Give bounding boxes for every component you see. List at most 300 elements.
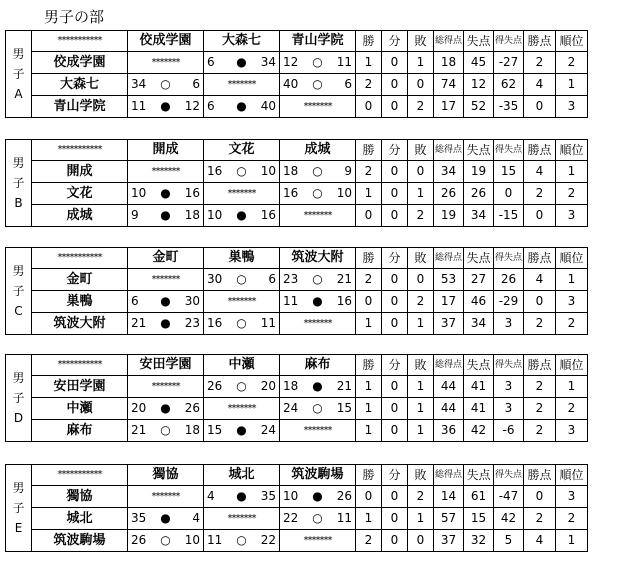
score-own: 6 xyxy=(207,55,215,69)
column-team-header: 開成 xyxy=(128,140,204,161)
win-mark-icon: ○ xyxy=(236,379,247,393)
point-difference-value: -47 xyxy=(494,486,524,508)
score-opponent: 35 xyxy=(260,489,276,503)
score-own: 18 xyxy=(283,164,299,178)
points-against-value: 46 xyxy=(464,291,494,313)
score-opponent: 34 xyxy=(260,55,276,69)
wins-header: 勝 xyxy=(356,31,382,52)
match-score-cell xyxy=(280,269,356,291)
column-team-header: 中瀬 xyxy=(204,355,280,376)
wins-value: 1 xyxy=(356,183,382,205)
rank-value: 2 xyxy=(556,398,588,420)
score-opponent: 22 xyxy=(260,533,276,547)
match-score-cell xyxy=(280,376,356,398)
points-against-value: 27 xyxy=(464,269,494,291)
row-team-name: 大森七 xyxy=(32,74,128,96)
match-score-cell xyxy=(128,398,204,420)
losses-value: 1 xyxy=(408,398,434,420)
standing-points-value: 0 xyxy=(524,205,556,227)
points-against-value: 41 xyxy=(464,376,494,398)
loss-mark-icon: ● xyxy=(160,99,171,113)
match-score-cell xyxy=(280,291,356,313)
wins-value: 2 xyxy=(356,74,382,96)
win-mark-icon: ○ xyxy=(160,533,171,547)
table-row xyxy=(6,530,588,552)
row-team-name: 筑波大附 xyxy=(32,313,128,335)
wins-header: 勝 xyxy=(356,465,382,486)
score-opponent: 16 xyxy=(184,186,200,200)
win-mark-icon: ○ xyxy=(236,272,247,286)
losses-value: 1 xyxy=(408,420,434,442)
self-match-cell: ******* xyxy=(128,52,204,74)
score-own: 10 xyxy=(283,489,299,503)
points-for-value: 26 xyxy=(434,183,464,205)
points-for-value: 44 xyxy=(434,376,464,398)
points-against-value: 19 xyxy=(464,161,494,183)
draws-header: 分 xyxy=(382,465,408,486)
loss-mark-icon: ● xyxy=(312,489,323,503)
points-for-header: 総得点 xyxy=(434,465,464,486)
row-team-name: 獨協 xyxy=(32,486,128,508)
self-match-cell: ******* xyxy=(280,313,356,335)
points-for-value: 37 xyxy=(434,530,464,552)
standing-points-value: 2 xyxy=(524,420,556,442)
win-mark-icon: ○ xyxy=(312,272,323,286)
header-row xyxy=(6,248,588,269)
win-mark-icon: ○ xyxy=(160,423,171,437)
column-team-header: 安田学園 xyxy=(128,355,204,376)
win-mark-icon: ○ xyxy=(160,77,171,91)
self-match-cell: ******* xyxy=(128,486,204,508)
score-own: 22 xyxy=(283,511,299,525)
score-own: 21 xyxy=(131,423,147,437)
wins-value: 1 xyxy=(356,376,382,398)
losses-header: 敗 xyxy=(408,355,434,376)
wins-value: 0 xyxy=(356,205,382,227)
rank-value: 1 xyxy=(556,161,588,183)
win-mark-icon: ○ xyxy=(236,164,247,178)
loss-mark-icon: ● xyxy=(236,423,247,437)
table-row xyxy=(6,486,588,508)
draws-value: 0 xyxy=(382,74,408,96)
table-row xyxy=(6,313,588,335)
score-opponent: 26 xyxy=(336,489,352,503)
match-score-cell xyxy=(128,74,204,96)
match-score-cell xyxy=(204,205,280,227)
wins-value: 1 xyxy=(356,398,382,420)
match-score-cell xyxy=(128,205,204,227)
match-score-cell xyxy=(280,161,356,183)
score-own: 16 xyxy=(283,186,299,200)
win-mark-icon: ○ xyxy=(312,77,323,91)
losses-header: 敗 xyxy=(408,465,434,486)
draws-value: 0 xyxy=(382,313,408,335)
rank-value: 1 xyxy=(556,269,588,291)
corner-cell: *********** xyxy=(32,31,128,52)
score-opponent: 24 xyxy=(260,423,276,437)
standing-points-value: 2 xyxy=(524,398,556,420)
points-against-value: 26 xyxy=(464,183,494,205)
points-for-value: 18 xyxy=(434,52,464,74)
header-row xyxy=(6,31,588,52)
losses-value: 1 xyxy=(408,508,434,530)
self-match-cell: ******* xyxy=(204,183,280,205)
score-own: 34 xyxy=(131,77,147,91)
loss-mark-icon: ● xyxy=(236,99,247,113)
column-team-header: 筑波大附 xyxy=(280,248,356,269)
standing-points-value: 2 xyxy=(524,376,556,398)
rank-value: 2 xyxy=(556,508,588,530)
draws-header: 分 xyxy=(382,248,408,269)
standing-points-value: 4 xyxy=(524,74,556,96)
standing-points-header: 勝点 xyxy=(524,31,556,52)
loss-mark-icon: ● xyxy=(160,401,171,415)
table-row xyxy=(6,376,588,398)
point-difference-value: -35 xyxy=(494,96,524,118)
standing-points-value: 2 xyxy=(524,313,556,335)
group-label: 男 子 B xyxy=(6,140,32,227)
rank-value: 1 xyxy=(556,530,588,552)
point-difference-value: 42 xyxy=(494,508,524,530)
rank-header: 順位 xyxy=(556,465,588,486)
points-for-header: 総得点 xyxy=(434,355,464,376)
win-mark-icon: ○ xyxy=(312,55,323,69)
score-opponent: 26 xyxy=(184,401,200,415)
match-score-cell xyxy=(128,420,204,442)
point-difference-value: 26 xyxy=(494,269,524,291)
win-mark-icon: ○ xyxy=(312,186,323,200)
point-difference-value: -29 xyxy=(494,291,524,313)
column-team-header: 文花 xyxy=(204,140,280,161)
points-against-value: 32 xyxy=(464,530,494,552)
losses-value: 1 xyxy=(408,52,434,74)
rank-header: 順位 xyxy=(556,31,588,52)
draws-value: 0 xyxy=(382,420,408,442)
score-own: 15 xyxy=(207,423,223,437)
score-opponent: 16 xyxy=(336,294,352,308)
points-for-header: 総得点 xyxy=(434,140,464,161)
point-difference-value: -15 xyxy=(494,205,524,227)
standing-points-value: 4 xyxy=(524,530,556,552)
points-against-header: 失点 xyxy=(464,248,494,269)
score-opponent: 9 xyxy=(344,164,352,178)
group-table xyxy=(5,30,588,118)
win-mark-icon: ○ xyxy=(312,401,323,415)
draws-value: 0 xyxy=(382,52,408,74)
score-own: 16 xyxy=(207,316,223,330)
rank-header: 順位 xyxy=(556,355,588,376)
header-row xyxy=(6,355,588,376)
match-score-cell xyxy=(204,376,280,398)
loss-mark-icon: ● xyxy=(236,489,247,503)
rank-value: 3 xyxy=(556,96,588,118)
points-against-value: 15 xyxy=(464,508,494,530)
match-score-cell xyxy=(128,313,204,335)
score-own: 11 xyxy=(283,294,299,308)
group-label: 男 子 E xyxy=(6,465,32,552)
losses-value: 2 xyxy=(408,205,434,227)
standing-points-value: 0 xyxy=(524,486,556,508)
score-own: 10 xyxy=(207,208,223,222)
score-own: 10 xyxy=(131,186,147,200)
loss-mark-icon: ● xyxy=(160,186,171,200)
point-difference-header: 得失点 xyxy=(494,140,524,161)
column-team-header: 佼成学園 xyxy=(128,31,204,52)
match-score-cell xyxy=(128,183,204,205)
losses-header: 敗 xyxy=(408,31,434,52)
wins-value: 2 xyxy=(356,161,382,183)
standing-points-value: 2 xyxy=(524,508,556,530)
self-match-cell: ******* xyxy=(280,205,356,227)
point-difference-header: 得失点 xyxy=(494,465,524,486)
group-table xyxy=(5,139,588,227)
score-opponent: 16 xyxy=(260,208,276,222)
self-match-cell: ******* xyxy=(128,269,204,291)
loss-mark-icon: ● xyxy=(160,294,171,308)
score-own: 26 xyxy=(207,379,223,393)
match-score-cell xyxy=(204,530,280,552)
corner-cell: *********** xyxy=(32,465,128,486)
score-opponent: 15 xyxy=(336,401,352,415)
wins-value: 0 xyxy=(356,486,382,508)
win-mark-icon: ○ xyxy=(312,164,323,178)
score-own: 6 xyxy=(207,99,215,113)
corner-cell: *********** xyxy=(32,355,128,376)
wins-header: 勝 xyxy=(356,248,382,269)
draws-header: 分 xyxy=(382,355,408,376)
points-against-value: 34 xyxy=(464,313,494,335)
points-for-value: 57 xyxy=(434,508,464,530)
score-opponent: 12 xyxy=(184,99,200,113)
match-score-cell xyxy=(204,52,280,74)
point-difference-value: -27 xyxy=(494,52,524,74)
self-match-cell: ******* xyxy=(204,291,280,313)
column-team-header: 筑波駒場 xyxy=(280,465,356,486)
column-team-header: 成城 xyxy=(280,140,356,161)
table-row xyxy=(6,183,588,205)
rank-value: 3 xyxy=(556,291,588,313)
point-difference-value: 5 xyxy=(494,530,524,552)
match-score-cell xyxy=(204,161,280,183)
match-score-cell xyxy=(204,420,280,442)
point-difference-value: 3 xyxy=(494,398,524,420)
score-own: 24 xyxy=(283,401,299,415)
score-opponent: 11 xyxy=(336,511,352,525)
match-score-cell xyxy=(280,398,356,420)
score-own: 21 xyxy=(131,316,147,330)
wins-value: 2 xyxy=(356,530,382,552)
score-opponent: 18 xyxy=(184,423,200,437)
row-team-name: 城北 xyxy=(32,508,128,530)
standing-points-value: 4 xyxy=(524,269,556,291)
row-team-name: 筑波駒場 xyxy=(32,530,128,552)
point-difference-header: 得失点 xyxy=(494,31,524,52)
self-match-cell: ******* xyxy=(128,376,204,398)
standing-points-header: 勝点 xyxy=(524,140,556,161)
column-team-header: 麻布 xyxy=(280,355,356,376)
draws-value: 0 xyxy=(382,398,408,420)
points-against-header: 失点 xyxy=(464,31,494,52)
self-match-cell: ******* xyxy=(280,420,356,442)
group-label: 男 子 C xyxy=(6,248,32,335)
win-mark-icon: ○ xyxy=(236,533,247,547)
score-opponent: 6 xyxy=(268,272,276,286)
standing-points-header: 勝点 xyxy=(524,248,556,269)
score-opponent: 10 xyxy=(336,186,352,200)
draws-value: 0 xyxy=(382,96,408,118)
draws-value: 0 xyxy=(382,291,408,313)
point-difference-header: 得失点 xyxy=(494,248,524,269)
self-match-cell: ******* xyxy=(204,398,280,420)
wins-value: 2 xyxy=(356,269,382,291)
loss-mark-icon: ● xyxy=(236,55,247,69)
header-row xyxy=(6,465,588,486)
match-score-cell xyxy=(128,291,204,313)
score-opponent: 6 xyxy=(192,77,200,91)
row-team-name: 佼成学園 xyxy=(32,52,128,74)
row-team-name: 麻布 xyxy=(32,420,128,442)
group-table xyxy=(5,354,588,442)
score-own: 16 xyxy=(207,164,223,178)
row-team-name: 青山学院 xyxy=(32,96,128,118)
match-score-cell xyxy=(280,52,356,74)
wins-value: 1 xyxy=(356,52,382,74)
losses-value: 0 xyxy=(408,161,434,183)
row-team-name: 金町 xyxy=(32,269,128,291)
score-opponent: 40 xyxy=(260,99,276,113)
table-row xyxy=(6,205,588,227)
losses-value: 2 xyxy=(408,96,434,118)
column-team-header: 大森七 xyxy=(204,31,280,52)
losses-header: 敗 xyxy=(408,140,434,161)
points-for-value: 19 xyxy=(434,205,464,227)
draws-value: 0 xyxy=(382,161,408,183)
score-own: 23 xyxy=(283,272,299,286)
column-team-header: 城北 xyxy=(204,465,280,486)
score-opponent: 10 xyxy=(260,164,276,178)
losses-value: 1 xyxy=(408,183,434,205)
losses-header: 敗 xyxy=(408,248,434,269)
row-team-name: 安田学園 xyxy=(32,376,128,398)
match-score-cell xyxy=(280,183,356,205)
point-difference-value: 0 xyxy=(494,183,524,205)
standing-points-value: 2 xyxy=(524,52,556,74)
points-against-value: 45 xyxy=(464,52,494,74)
losses-value: 1 xyxy=(408,376,434,398)
table-row xyxy=(6,420,588,442)
group-label: 男 子 D xyxy=(6,355,32,442)
column-team-header: 巣鴨 xyxy=(204,248,280,269)
self-match-cell: ******* xyxy=(280,96,356,118)
points-against-header: 失点 xyxy=(464,140,494,161)
rank-value: 3 xyxy=(556,420,588,442)
points-against-value: 12 xyxy=(464,74,494,96)
points-for-value: 36 xyxy=(434,420,464,442)
points-for-value: 53 xyxy=(434,269,464,291)
score-opponent: 30 xyxy=(184,294,200,308)
table-row xyxy=(6,291,588,313)
match-score-cell xyxy=(280,486,356,508)
rank-header: 順位 xyxy=(556,140,588,161)
score-opponent: 6 xyxy=(344,77,352,91)
match-score-cell xyxy=(204,269,280,291)
draws-value: 0 xyxy=(382,486,408,508)
loss-mark-icon: ● xyxy=(312,294,323,308)
score-own: 30 xyxy=(207,272,223,286)
loss-mark-icon: ● xyxy=(160,511,171,525)
wins-value: 0 xyxy=(356,291,382,313)
point-difference-value: 15 xyxy=(494,161,524,183)
corner-cell: *********** xyxy=(32,248,128,269)
win-mark-icon: ○ xyxy=(236,316,247,330)
point-difference-value: 3 xyxy=(494,376,524,398)
loss-mark-icon: ● xyxy=(312,379,323,393)
points-against-value: 61 xyxy=(464,486,494,508)
match-score-cell xyxy=(128,530,204,552)
page-title: 男子の部 xyxy=(44,8,105,26)
loss-mark-icon: ● xyxy=(236,208,247,222)
points-against-value: 42 xyxy=(464,420,494,442)
column-team-header: 金町 xyxy=(128,248,204,269)
score-own: 9 xyxy=(131,208,139,222)
wins-header: 勝 xyxy=(356,140,382,161)
points-for-header: 総得点 xyxy=(434,31,464,52)
draws-value: 0 xyxy=(382,376,408,398)
draws-value: 0 xyxy=(382,530,408,552)
standing-points-value: 2 xyxy=(524,183,556,205)
wins-value: 1 xyxy=(356,313,382,335)
match-score-cell xyxy=(204,486,280,508)
wins-value: 1 xyxy=(356,508,382,530)
match-score-cell xyxy=(204,313,280,335)
loss-mark-icon: ● xyxy=(160,316,171,330)
table-row xyxy=(6,52,588,74)
points-against-value: 34 xyxy=(464,205,494,227)
column-team-header: 獨協 xyxy=(128,465,204,486)
table-row xyxy=(6,96,588,118)
score-own: 12 xyxy=(283,55,299,69)
rank-value: 1 xyxy=(556,376,588,398)
score-opponent: 21 xyxy=(336,379,352,393)
losses-value: 0 xyxy=(408,530,434,552)
standing-points-header: 勝点 xyxy=(524,355,556,376)
score-opponent: 11 xyxy=(260,316,276,330)
score-opponent: 23 xyxy=(184,316,200,330)
score-opponent: 4 xyxy=(192,511,200,525)
points-for-value: 17 xyxy=(434,291,464,313)
draws-value: 0 xyxy=(382,183,408,205)
standing-points-header: 勝点 xyxy=(524,465,556,486)
points-for-value: 44 xyxy=(434,398,464,420)
match-score-cell xyxy=(204,96,280,118)
rank-value: 2 xyxy=(556,52,588,74)
header-row xyxy=(6,140,588,161)
points-for-value: 74 xyxy=(434,74,464,96)
standing-points-value: 0 xyxy=(524,96,556,118)
points-for-value: 34 xyxy=(434,161,464,183)
losses-value: 1 xyxy=(408,313,434,335)
score-opponent: 21 xyxy=(336,272,352,286)
wins-header: 勝 xyxy=(356,355,382,376)
row-team-name: 成城 xyxy=(32,205,128,227)
score-own: 6 xyxy=(131,294,139,308)
row-team-name: 開成 xyxy=(32,161,128,183)
table-row xyxy=(6,74,588,96)
points-for-header: 総得点 xyxy=(434,248,464,269)
self-match-cell: ******* xyxy=(280,530,356,552)
points-for-value: 14 xyxy=(434,486,464,508)
match-score-cell xyxy=(128,96,204,118)
